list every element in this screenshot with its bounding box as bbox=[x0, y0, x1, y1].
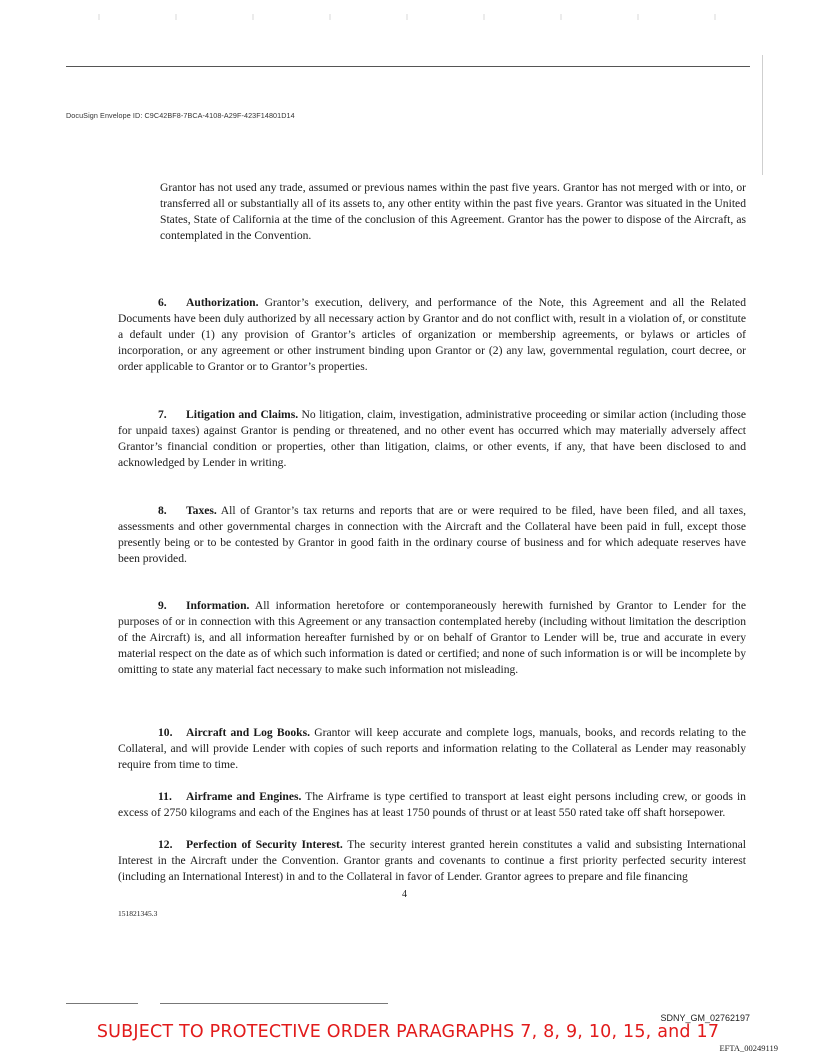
section-text: No litigation, claim, investigation, administrative proceeding or similar action (including those for unpaid taxes) against Grantor is pending or threatened, and no other event has occurred which may materially adversely affect Grantor’s financial condition or properties, other than litigation, claims, or other events, if any, that have been disclosed to and acknowledged by Lender in writing. bbox=[118, 408, 746, 470]
section-number: 9. bbox=[158, 599, 167, 612]
page-number: 4 bbox=[402, 889, 407, 900]
section-heading: Litigation and Claims. bbox=[186, 408, 299, 421]
section-text: The Airframe is type certified to transport at least eight persons including crew, or goods in excess of 2750 kilograms and each of the Engines has at least 1750 pounds of thrust or at least 550 rated take off shaft horsepower. bbox=[118, 790, 746, 820]
section-10 bbox=[118, 725, 746, 773]
section-text: All of Grantor’s tax returns and reports that are or were required to be filed, have been filed, and all taxes, assessments and other governmental charges in connection with the Aircraft and the Collateral have been paid in full, except those presently being or to be contested by Grantor in good faith in the ordinary course of business and for which adequate reserves have been provided. bbox=[118, 504, 746, 566]
section-heading: Information. bbox=[186, 599, 250, 612]
section-text: The security interest granted herein constitutes a valid and subsisting International Interest in the Aircraft under the Convention. Grantor grants and covenants to continue a first priority perfected security interest (including an International Interest) in and to the Collateral in favor of Lender. Grantor agrees to prepare and file financing bbox=[118, 838, 746, 884]
scan-edge-mark bbox=[762, 55, 763, 175]
section-6 bbox=[118, 295, 746, 375]
scan-top-rule bbox=[66, 66, 750, 67]
section-heading: Perfection of Security Interest. bbox=[186, 838, 343, 851]
section-11 bbox=[118, 789, 746, 821]
section-7 bbox=[118, 407, 746, 471]
section-number: 10. bbox=[158, 726, 173, 739]
section-heading: Aircraft and Log Books. bbox=[186, 726, 311, 739]
bates-number: SDNY_GM_02762197 bbox=[660, 1013, 750, 1023]
section-text: Grantor will keep accurate and complete logs, manuals, books, and records relating to the Collateral, and will provide Lender with copies of such reports and information relating to the Collateral as Lender may reasonably require from time to time. bbox=[118, 726, 746, 772]
protective-order-banner: SUBJECT TO PROTECTIVE ORDER PARAGRAPHS 7, 8, 9, 10, 15, and 17 bbox=[96, 1022, 720, 1042]
scan-artifact-header bbox=[60, 14, 750, 20]
section-number: 6. bbox=[158, 296, 167, 309]
section-text: Grantor’s execution, delivery, and performance of the Note, this Agreement and all the Related Documents have been duly authorized by all necessary action by Grantor and do not conflict with, result in a violation of, or constitute a default under (1) any provision of Grantor’s articles of organization or membership agreements, or bylaws or articles of incorporation, or any agreement or other instrument binding upon Grantor or (2) any law, governmental regulation, court decree, or order applicable to Grantor or to Grantor’s properties. bbox=[118, 296, 746, 374]
intro-paragraph: Grantor has not used any trade, assumed or previous names within the past five years. Grantor has not merged with or into, or transferred all or substantially all of its assets to, any other entity within the past five years. Grantor was situated in the United States, State of California at the time of the conclusion of this Agreement. Grantor has the power to dispose of the Aircraft, as contemplated in the Convention. bbox=[160, 181, 746, 243]
section-12 bbox=[118, 837, 746, 885]
section-number: 11. bbox=[158, 790, 172, 803]
section-9 bbox=[118, 598, 746, 678]
section-8 bbox=[118, 503, 746, 567]
document-number: 151821345.3 bbox=[118, 909, 158, 918]
section-text: All information heretofore or contemporaneously herewith furnished by Grantor to Lender for the purposes of or in connection with this Agreement or any transaction contemplated hereby (including without limitation the description of the Aircraft) is, and all information hereafter furnished by or on behalf of Grantor to Lender will be, true and accurate in every material respect on the date as of which such information is dated or certified; and none of such information is or will be incomplete by omitting to state any material fact necessary to make such information not misleading. bbox=[118, 599, 746, 677]
section-heading: Airframe and Engines. bbox=[186, 790, 302, 803]
section-number: 12. bbox=[158, 838, 173, 851]
bottom-rule-short bbox=[66, 1003, 138, 1004]
section-number: 7. bbox=[158, 408, 167, 421]
efta-number: EFTA_00249119 bbox=[719, 1043, 778, 1053]
docusign-envelope-id: DocuSign Envelope ID: C9C42BF8-7BCA-4108-A29F-423F14801D14 bbox=[66, 111, 295, 120]
section-heading: Authorization. bbox=[186, 296, 259, 309]
section-heading: Taxes. bbox=[186, 504, 217, 517]
section-number: 8. bbox=[158, 504, 167, 517]
bottom-rule-long bbox=[160, 1003, 388, 1004]
